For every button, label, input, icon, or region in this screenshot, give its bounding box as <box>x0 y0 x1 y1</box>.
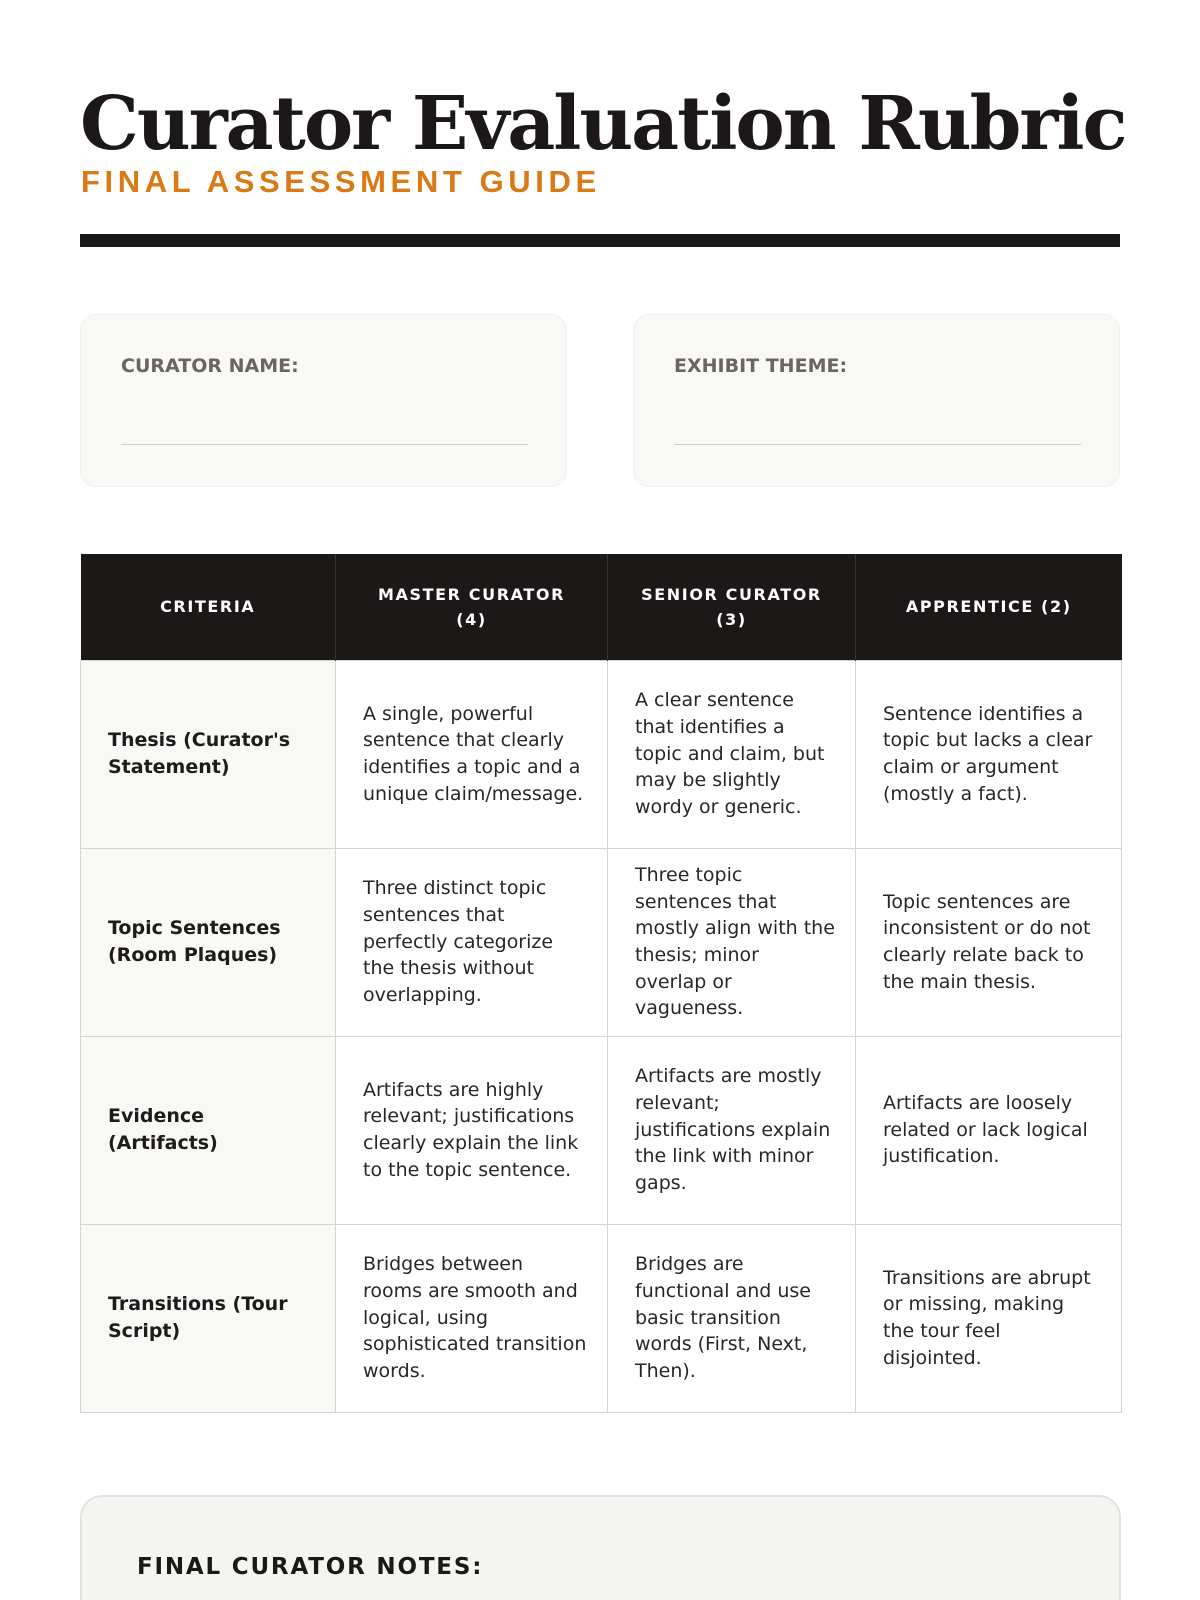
criteria-cell: Transitions (Tour Script) <box>81 1224 336 1412</box>
senior-cell: Three topic sentences that mostly align with the thesis; minor overlap or vagueness. <box>608 848 856 1036</box>
exhibit-theme-field[interactable] <box>674 444 1081 445</box>
rubric-header-row <box>81 554 1122 660</box>
apprentice-cell: Transitions are abrupt or missing, making the tour feel disjointed. <box>856 1224 1122 1412</box>
senior-cell: Bridges are functional and use basic transition words (First, Next, Then). <box>608 1224 856 1412</box>
master-cell: Bridges between rooms are smooth and logical, using sophisticated transition words. <box>336 1224 608 1412</box>
rubric-table <box>80 554 1122 1413</box>
final-notes-card <box>80 1495 1121 1600</box>
master-cell: Three distinct topic sentences that perfectly categorize the thesis without overlapping. <box>336 848 608 1036</box>
exhibit-theme-card <box>633 314 1120 487</box>
senior-cell: A clear sentence that identifies a topic and claim, but may be slightly wordy or generic. <box>608 660 856 848</box>
header-divider <box>80 234 1120 247</box>
curator-name-card <box>80 314 567 487</box>
table-row <box>81 1036 1122 1224</box>
page-subtitle: FINAL ASSESSMENT GUIDE <box>81 164 601 199</box>
exhibit-theme-label: EXHIBIT THEME: <box>674 355 848 377</box>
master-cell: A single, powerful sentence that clearly identifies a topic and a unique claim/message. <box>336 660 608 848</box>
table-row <box>81 848 1122 1036</box>
curator-name-label: CURATOR NAME: <box>121 355 299 377</box>
apprentice-cell: Artifacts are loosely related or lack logical justification. <box>856 1036 1122 1224</box>
criteria-cell: Thesis (Curator's Statement) <box>81 660 336 848</box>
table-row <box>81 660 1122 848</box>
master-cell: Artifacts are highly relevant; justifications clearly explain the link to the topic sentence. <box>336 1036 608 1224</box>
header-criteria: CRITERIA <box>81 554 336 660</box>
page-title: Curator Evaluation Rubric <box>80 81 1126 167</box>
curator-name-field[interactable] <box>121 444 528 445</box>
criteria-cell: Topic Sentences (Room Plaques) <box>81 848 336 1036</box>
apprentice-cell: Sentence identifies a topic but lacks a clear claim or argument (mostly a fact). <box>856 660 1122 848</box>
senior-cell: Artifacts are mostly relevant; justifications explain the link with minor gaps. <box>608 1036 856 1224</box>
header-apprentice: APPRENTICE (2) <box>856 554 1122 660</box>
final-notes-title: FINAL CURATOR NOTES: <box>137 1554 484 1580</box>
criteria-cell: Evidence (Artifacts) <box>81 1036 336 1224</box>
table-row <box>81 1224 1122 1412</box>
apprentice-cell: Topic sentences are inconsistent or do not clearly relate back to the main thesis. <box>856 848 1122 1036</box>
header-master-curator: MASTER CURATOR (4) <box>336 554 608 660</box>
header-senior-curator: SENIOR CURATOR (3) <box>608 554 856 660</box>
